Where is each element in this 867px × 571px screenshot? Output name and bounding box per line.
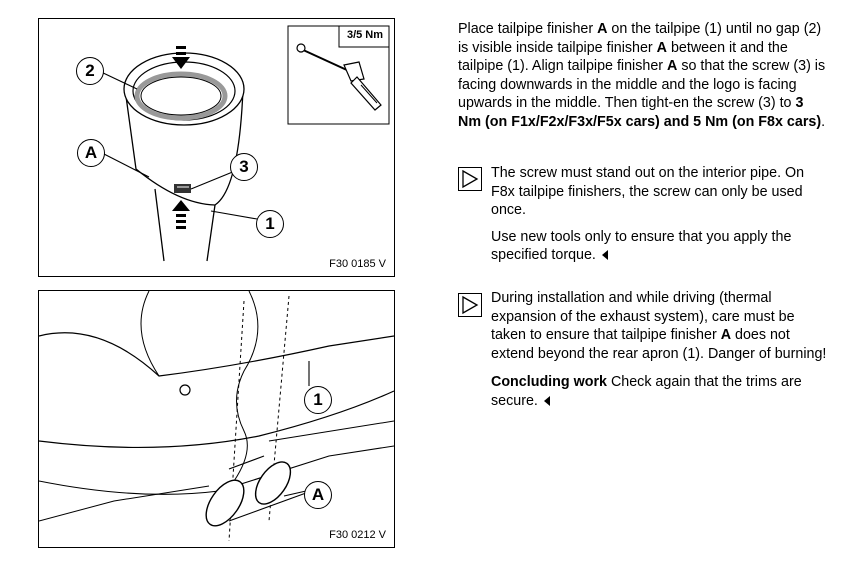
note-triangle-icon	[458, 293, 482, 317]
rear-apron-illustration	[39, 291, 394, 547]
note-warning-text: During installation and while driving (thermal expansion of the exhaust system), care must be taken to ensure that tailpipe finisher A does not extend beyond the rear apron (1). Danger of burning!	[491, 290, 827, 362]
callout-A	[77, 139, 105, 167]
figure-tailpipe-finisher-install	[38, 18, 395, 277]
callout-3-label: 3	[239, 157, 249, 176]
instruction-paragraph	[458, 20, 828, 132]
callout-2-label: 2	[85, 61, 95, 80]
note-triangle-icon	[458, 167, 482, 191]
callout-1	[304, 386, 332, 414]
end-of-section-icon	[544, 396, 550, 406]
end-of-section-icon	[602, 250, 608, 260]
figure-code: F30 0185 V	[329, 258, 386, 270]
callout-A-label: A	[84, 143, 98, 162]
callout-A	[304, 481, 332, 509]
note-torque-text: Use new tools only to ensure that you apply the specified torque.	[491, 228, 792, 264]
figure-rear-apron-clearance	[38, 290, 395, 548]
callout-3	[230, 153, 258, 181]
callout-1-label: 1	[313, 390, 323, 409]
callout-2	[76, 57, 104, 85]
callout-1	[256, 210, 284, 238]
instruction-text: Place tailpipe finisher A on the tailpipe (1) until no gap (2) is visible inside tailpipe finisher A between it and the tailpipe (1). Align tailpipe finisher A so that the screw (3) is facing downwards in the middle and the logo is facing upwards in the middle. Then tight-en the screw (3) to 3 Nm (on F1x/F2x/F3x/F5x cars) and 5 Nm (on F8x cars).	[458, 21, 826, 130]
callout-A-label: A	[311, 485, 325, 504]
torque-badge-label: 3/5 Nm	[346, 29, 384, 41]
note-screw-text: The screw must stand out on the interior pipe. On F8x tailpipe finishers, the screw can only be used once.	[491, 165, 805, 219]
callout-1-label: 1	[265, 214, 275, 233]
note-warning	[491, 289, 827, 411]
concluding-work-text: Concluding work Check again that the trims are secure.	[491, 374, 802, 409]
note-screw	[491, 164, 827, 265]
figure-code: F30 0212 V	[329, 529, 386, 541]
